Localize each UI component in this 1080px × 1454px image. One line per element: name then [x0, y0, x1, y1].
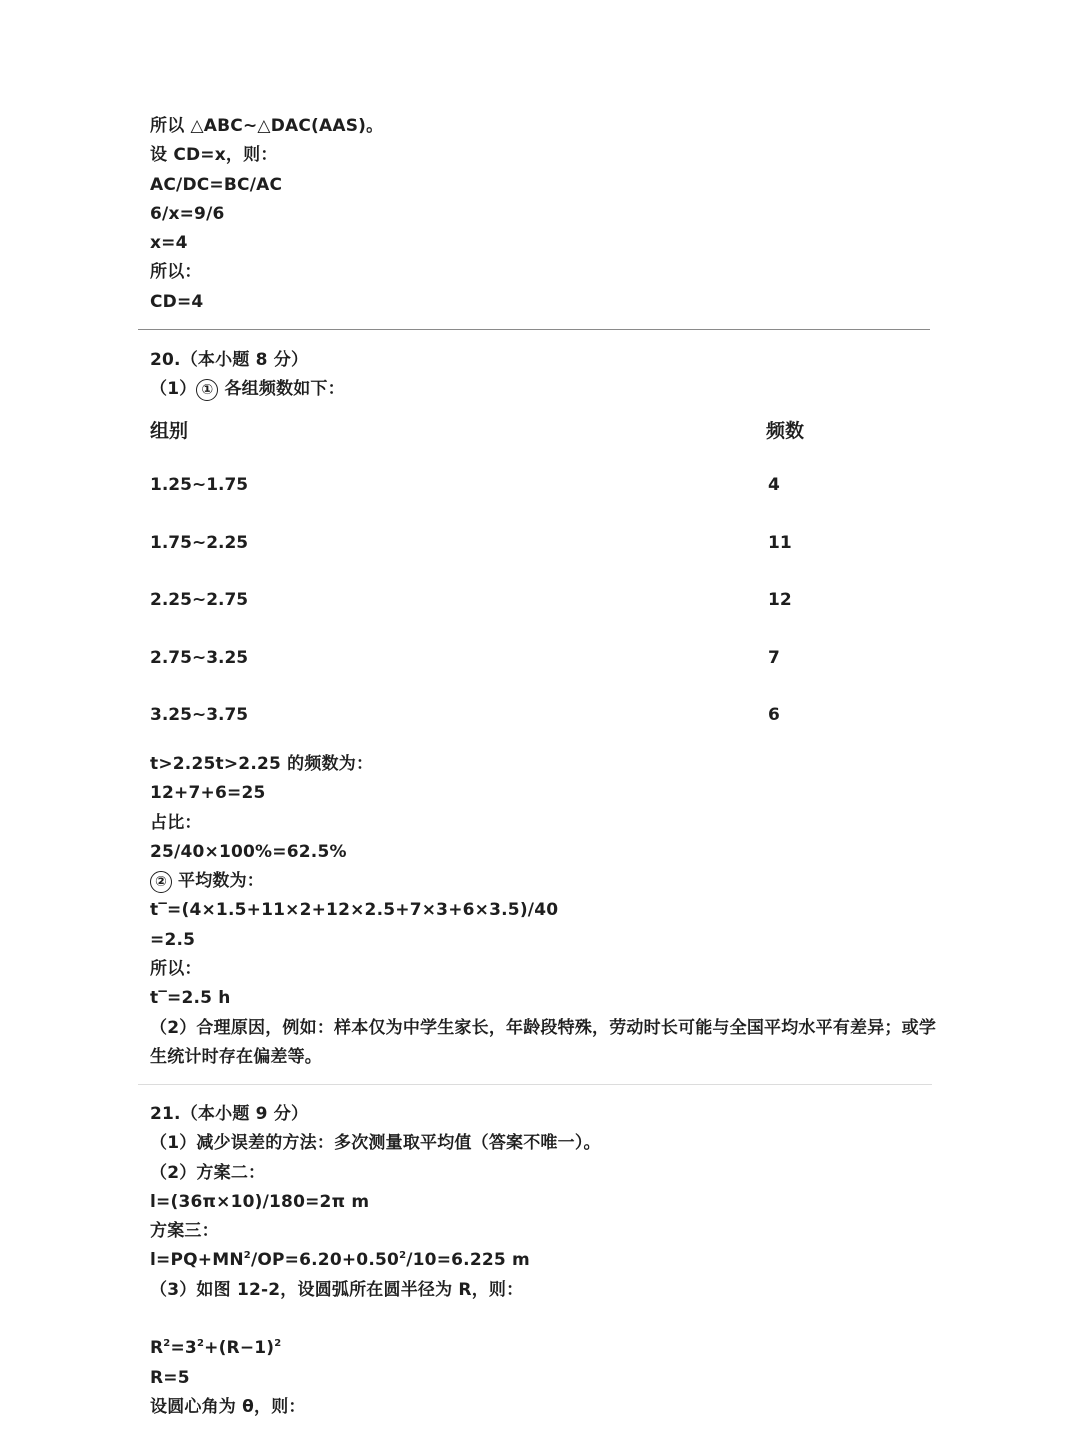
formula-part: /OP=6.20+0.50: [250, 1250, 400, 1271]
superscript: 2: [196, 1338, 205, 1350]
solution-line: 12+7+6=25: [150, 783, 266, 804]
group-cell: 3.25~3.75: [150, 705, 249, 725]
scheme3-formula: [150, 1246, 940, 1275]
group-cell: 2.75~3.25: [150, 647, 249, 668]
q21-title: 21.（本小题 9 分）: [150, 1104, 309, 1124]
solution-line: t‾=(4×1.5+11×2+12×2.5+7×3+6×3.5)/40: [150, 900, 559, 921]
group-cell: 1.75~2.25: [150, 532, 249, 553]
q20-header: [150, 346, 940, 405]
mean-intro: [150, 867, 940, 896]
frequency-cell: 6: [768, 705, 780, 725]
proof-line: CD=4: [150, 291, 204, 312]
frequency-table: [150, 416, 850, 763]
frequency-cell: 12: [768, 590, 792, 610]
q20-solution: [150, 750, 940, 1072]
q21-section: [150, 1100, 940, 1422]
proof-line: 设 CD=x，则：: [150, 145, 278, 166]
formula-part: +(R−1): [204, 1338, 275, 1359]
group-cell: 2.25~2.75: [150, 590, 249, 610]
table-row: [150, 533, 850, 591]
formula-part: R: [150, 1338, 164, 1359]
part1-text: 各组频数如下：: [224, 379, 345, 400]
radius-value: R=5: [150, 1367, 190, 1388]
proof-section: [150, 112, 940, 317]
q20-part2: （2）合理原因，例如：样本仅为中学生家长，年龄段特殊，劳动时长可能与全国平均水平有差异；或学生统计时存在偏差等。: [150, 1017, 937, 1067]
radius-equation: [150, 1334, 940, 1363]
mean-text: 平均数为：: [178, 871, 264, 892]
group-cell: 1.25~1.75: [150, 475, 249, 495]
table-row: [150, 475, 850, 533]
formula-part: =3: [170, 1338, 197, 1359]
solution-line: 所以：: [150, 959, 202, 980]
proof-line: x=4: [150, 233, 188, 254]
part-number: （1）: [150, 379, 197, 400]
circled-two-mark: ②: [150, 871, 172, 893]
solution-line: t‾=2.5 h: [150, 988, 231, 1009]
solution-line: 方案三：: [150, 1221, 219, 1242]
solution-line: （2）方案二：: [150, 1162, 266, 1183]
solution-line: =2.5: [150, 929, 196, 950]
blank-line: [150, 1305, 940, 1334]
table-row: [150, 590, 850, 648]
formula-part: l=PQ+MN: [150, 1250, 244, 1271]
proof-line: 所以：: [150, 262, 202, 283]
solution-line: t>2.25t>2.25 的频数为：: [150, 754, 374, 774]
solution-line: 占比：: [150, 812, 202, 833]
table-row: [150, 648, 850, 706]
solution-line: l=(36π×10)/180=2π m: [150, 1191, 370, 1212]
header-group: 组别: [150, 420, 189, 442]
proof-line: AC/DC=BC/AC: [150, 174, 283, 195]
frequency-cell: 4: [768, 475, 780, 495]
section-divider: [138, 1084, 932, 1085]
q21-part3: （3）如图 12-2，设圆弧所在圆半径为 R，则：: [150, 1279, 524, 1300]
superscript: 2: [163, 1338, 171, 1350]
q20-title: 20.（本小题 8 分）: [150, 350, 309, 370]
section-divider: [138, 329, 930, 330]
solution-line: 25/40×100%=62.5%: [150, 841, 347, 862]
superscript: 2: [243, 1250, 251, 1262]
superscript: 2: [399, 1250, 407, 1262]
frequency-cell: 7: [768, 647, 780, 668]
formula-part: /10=6.225 m: [406, 1250, 530, 1271]
frequency-cell: 11: [768, 532, 792, 553]
proof-line: 所以 △ABC~△DAC(AAS)。: [150, 116, 384, 136]
proof-line: 6/x=9/6: [150, 203, 225, 224]
solution-line: （1）减少误差的方法：多次测量取平均值（答案不唯一）。: [150, 1133, 601, 1154]
angle-line: 设圆心角为 θ，则：: [150, 1396, 306, 1417]
superscript: 2: [274, 1338, 282, 1350]
header-frequency: 频数: [766, 420, 805, 442]
q20-part1-intro: [150, 375, 940, 404]
table-header-row: [150, 416, 850, 475]
circled-one-mark: ①: [196, 379, 218, 401]
